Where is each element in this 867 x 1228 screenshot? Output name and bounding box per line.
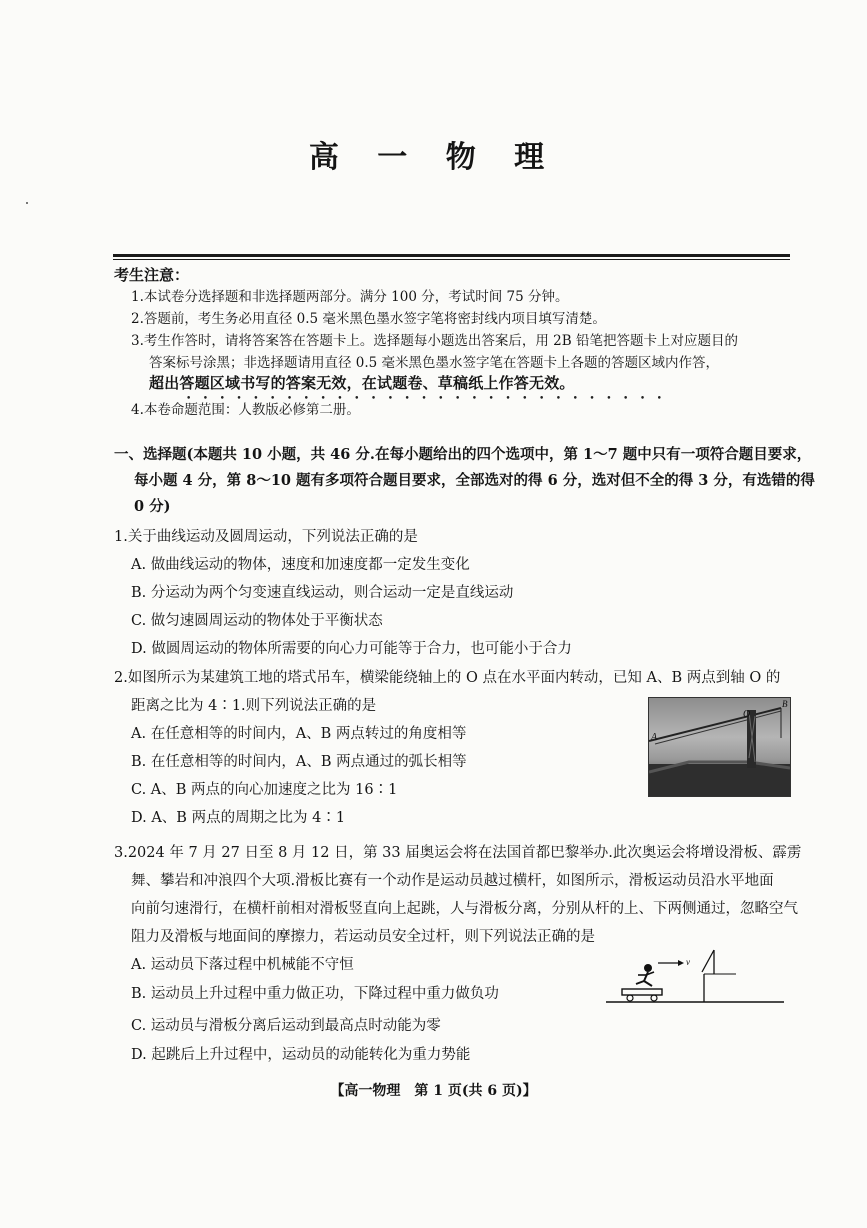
header-rule-thick	[113, 254, 790, 257]
crane-label-b: B	[782, 699, 788, 709]
notice-item: 3.考生作答时，请将答案答在答题卡上。选择题每小题选出答案后，用 2B 铅笔把答题卡上对应题目的	[131, 333, 738, 349]
tower-crane-photo	[648, 697, 791, 797]
section-heading: 一、选择题(本题共 10 小题，共 46 分.在每小题给出的四个选项中，第 1～7 题中只有一项符合题目要求，	[114, 446, 812, 463]
section-heading: 0 分)	[134, 498, 171, 515]
emphasis-dots: •••••••••••••••••••••••••••••	[186, 394, 674, 404]
notice-item: 答案标号涂黑；非选择题请用直径 0.5 毫米黑色墨水签字笔在答题卡上各题的答题区域内作答，	[149, 355, 720, 371]
question-stem: 3.2024 年 7 月 27 日至 8 月 12 日，第 33 届奥运会将在法国首都巴黎举办.此次奥运会将增设滑板、霹雳	[114, 845, 802, 861]
question-stem: 舞、攀岩和冲浪四个大项.滑板比赛有一个动作是运动员越过横杆，如图所示，滑板运动员沿水平地面	[131, 873, 774, 889]
question-stem: 阻力及滑板与地面间的摩擦力，若运动员安全过杆，则下列说法正确的是	[131, 929, 595, 945]
question-option: C. 做匀速圆周运动的物体处于平衡状态	[131, 613, 383, 629]
tower-crane-drawing	[649, 698, 790, 796]
crane-label-a: A	[651, 732, 658, 743]
question-option: D. 起跳后上升过程中，运动员的动能转化为重力势能	[131, 1047, 471, 1063]
page-footer: 【高一物理 第 1 页(共 6 页)】	[330, 1083, 537, 1099]
page-title: 高 一 物 理	[308, 140, 559, 175]
question-option: A. 做曲线运动的物体，速度和加速度都一定发生变化	[131, 557, 470, 573]
notice-item-emphasis: 超出答题区域书写的答案无效，在试题卷、草稿纸上作答无效。	[149, 374, 575, 392]
velocity-label: v	[686, 957, 690, 967]
question-option: B. 分运动为两个匀变速直线运动，则合运动一定是直线运动	[131, 585, 514, 601]
question-stem: 1.关于曲线运动及圆周运动，下列说法正确的是	[114, 529, 418, 545]
skateboard-bar-sketch	[606, 948, 786, 1008]
question-option: C. A、B 两点的向心加速度之比为 16∶1	[131, 782, 398, 798]
question-option: C. 运动员与滑板分离后运动到最高点时动能为零	[131, 1018, 441, 1034]
header-rule-thin	[113, 259, 790, 260]
question-option: D. A、B 两点的周期之比为 4∶1	[131, 810, 346, 826]
notice-item: 2.答题前，考生务必用直径 0.5 毫米黑色墨水签字笔将密封线内项目填写清楚。	[131, 311, 606, 327]
question-stem: 2.如图所示为某建筑工地的塔式吊车，横梁能绕轴上的 O 点在水平面内转动，已知 A、B 两点到轴 O 的	[114, 670, 781, 686]
question-option: B. 运动员上升过程中重力做正功，下降过程中重力做负功	[131, 986, 499, 1002]
question-option: B. 在任意相等的时间内，A、B 两点通过的弧长相等	[131, 754, 467, 770]
notice-item: 4.本卷命题范围：人教版必修第二册。	[131, 402, 360, 418]
notice-heading: 考生注意：	[114, 266, 190, 284]
question-option: D. 做圆周运动的物体所需要的向心力可能等于合力，也可能小于合力	[131, 641, 572, 657]
question-option: A. 运动员下落过程中机械能不守恒	[131, 957, 354, 973]
question-stem: 向前匀速滑行，在横杆前相对滑板竖直向上起跳，人与滑板分离，分别从杆的上、下两侧通过，忽略空气	[131, 901, 798, 917]
section-heading: 每小题 4 分，第 8～10 题有多项符合题目要求，全部选对的得 6 分，选对但不全的得 3 分，有选错的得	[134, 472, 815, 489]
notice-item: 1.本试卷分选择题和非选择题两部分。满分 100 分，考试时间 75 分钟。	[131, 289, 569, 305]
question-option: A. 在任意相等的时间内，A、B 两点转过的角度相等	[131, 726, 467, 742]
question-stem: 距离之比为 4∶1.则下列说法正确的是	[131, 698, 377, 714]
scan-speck	[26, 202, 28, 204]
crane-label-o: O	[743, 709, 751, 720]
